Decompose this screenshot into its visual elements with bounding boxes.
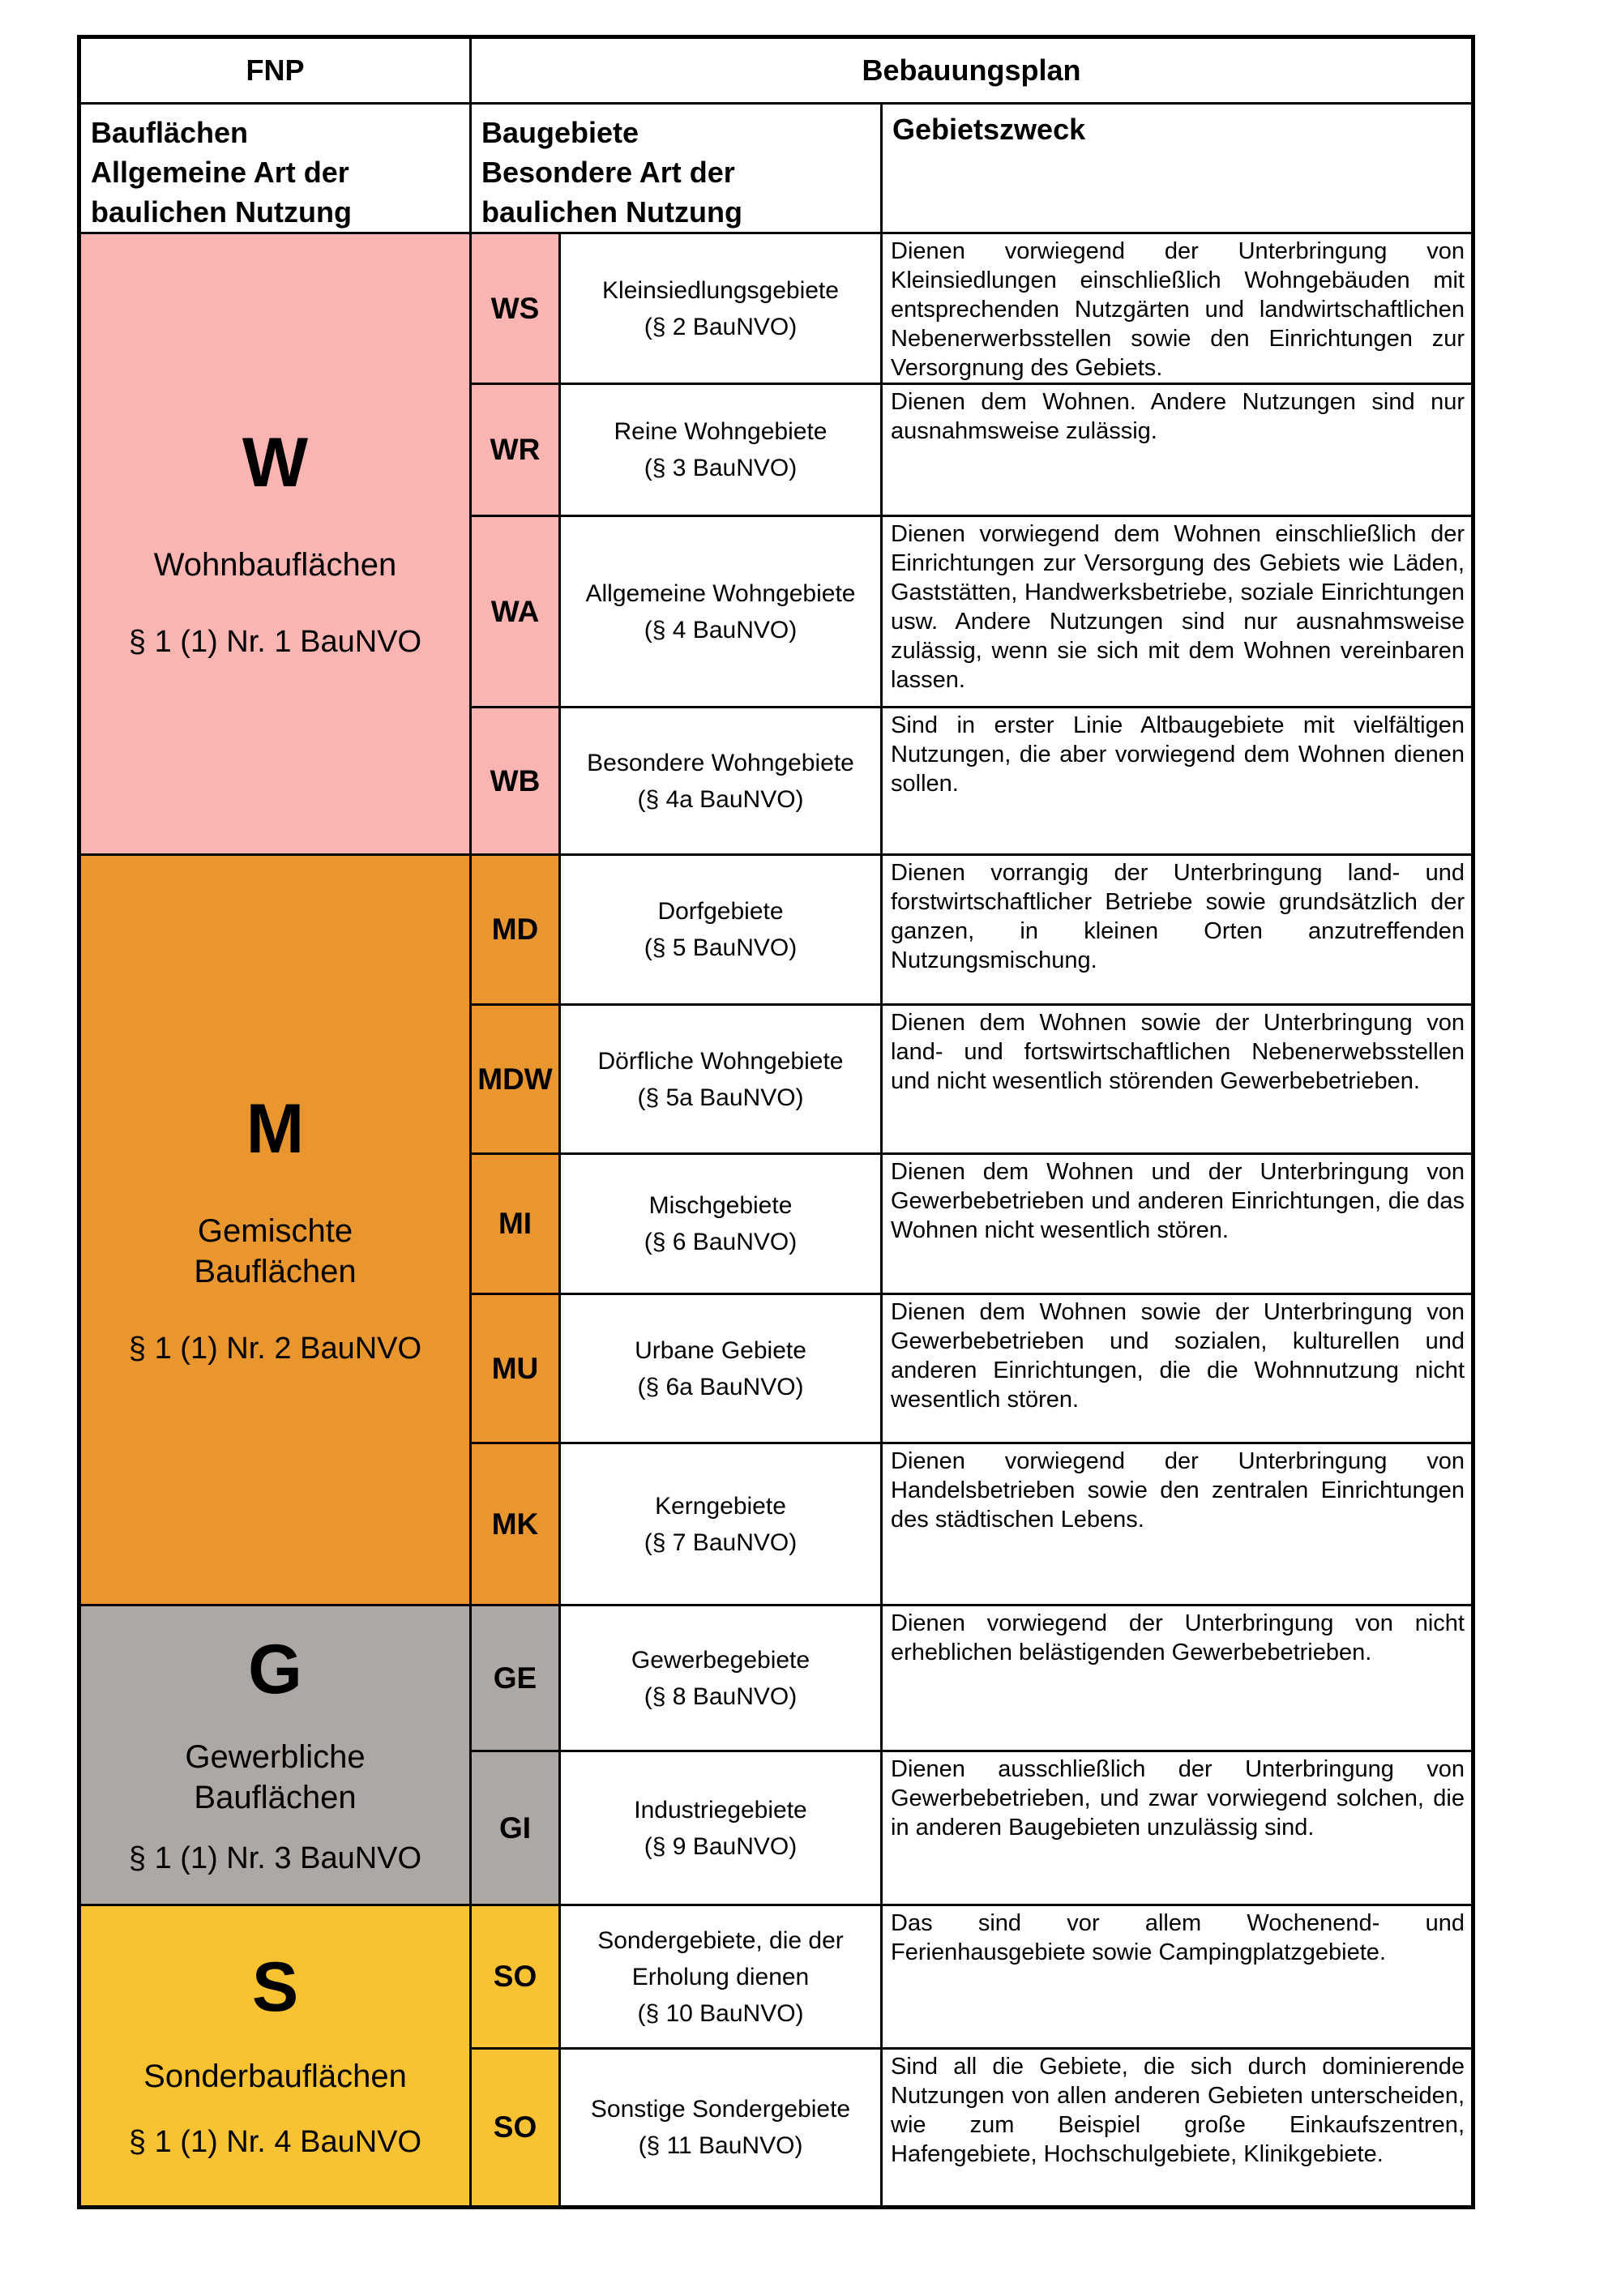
district-name-wr: Reine Wohngebiete: [614, 418, 828, 445]
purpose-cell-so2: Sind all die Gebiete, die sich durch dominierende Nutzungen von allen anderen Gebieten unterscheiden, wie zum Beispiel große Einkaufszentren, Hafengebiete, Hochschulgebiete, Klinikgebiete.: [882, 2049, 1473, 2208]
purpose-cell-mdw: Dienen dem Wohnen sowie der Unterbringung von land- und fortswirtschaftlichen Nebenerwebsstellen und nicht wesentlich störenden Gewerbebetrieben.: [882, 1005, 1473, 1154]
row-ge: [79, 1605, 1473, 1751]
district-ref-wb: (§ 4a BauNVO): [637, 785, 804, 813]
header-bauflaechen: [79, 104, 471, 233]
header-fnp: FNP: [79, 37, 471, 104]
purpose-cell-wb: Sind in erster Linie Altbaugebiete mit vielfältigen Nutzungen, die aber vorwiegend dem Wohnen dienen sollen.: [882, 708, 1473, 855]
header-baugebiete-line1: Baugebiete: [481, 116, 639, 149]
header-bauflaechen-line3: baulichen Nutzung: [91, 195, 352, 229]
group-name-m: [81, 1211, 469, 1292]
group-name-m-line2: Bauflächen: [194, 1253, 357, 1289]
district-name-ws: Kleinsiedlungsgebiete: [602, 276, 839, 304]
group-cell-m: [79, 855, 471, 1605]
district-name-wa: Allgemeine Wohngebiete: [585, 579, 856, 607]
district-ref-mu: (§ 6a BauNVO): [637, 1373, 804, 1400]
code-cell-ws: WS: [471, 233, 560, 384]
group-letter-w: W: [242, 424, 309, 502]
header-row-2: [79, 104, 1473, 233]
district-name-mdw: Dörfliche Wohngebiete: [597, 1047, 844, 1075]
code-cell-mdw: MDW: [471, 1005, 560, 1154]
code-cell-wb: WB: [471, 708, 560, 855]
district-cell-mk: [560, 1443, 882, 1605]
group-letter-s: S: [251, 1948, 299, 2026]
group-name-s: Sonderbauflächen: [143, 2058, 407, 2094]
purpose-cell-mi: Dienen dem Wohnen und der Unterbringung von Gewerbebetrieben und anderen Einrichtungen, die das Wohnen nicht wesentlich stören.: [882, 1154, 1473, 1294]
row-ws: [79, 233, 1473, 384]
row-so1: [79, 1905, 1473, 2049]
district-cell-ws: [560, 233, 882, 384]
group-letter-m: M: [246, 1089, 305, 1168]
header-bauflaechen-line1: Bauflächen: [91, 116, 249, 149]
district-cell-mu: [560, 1294, 882, 1443]
district-ref-md: (§ 5 BauNVO): [644, 934, 798, 961]
code-cell-wr: WR: [471, 384, 560, 516]
group-name-g-line1: Gewerbliche: [185, 1738, 366, 1775]
purpose-cell-mu: Dienen dem Wohnen sowie der Unterbringung von Gewerbebetrieben und sozialen, kulturellen und anderen Einrichtungen, die die Wohnnutzung nicht wesentlich stören.: [882, 1294, 1473, 1443]
group-cell-g: [79, 1605, 471, 1905]
code-cell-so2: SO: [471, 2049, 560, 2208]
purpose-cell-gi: Dienen ausschließlich der Unterbringung von Gewerbebetrieben, und zwar vorwiegend solchen, die in anderen Baugebieten unzulässig sind.: [882, 1751, 1473, 1905]
purpose-cell-so1: Das sind vor allem Wochenend- und Ferienhausgebiete sowie Campingplatzgebiete.: [882, 1905, 1473, 2049]
group-law-s: § 1 (1) Nr. 4 BauNVO: [128, 2124, 422, 2159]
district-ref-mi: (§ 6 BauNVO): [644, 1229, 798, 1255]
district-ref-ge: (§ 8 BauNVO): [644, 1682, 798, 1710]
group-law-w: § 1 (1) Nr. 1 BauNVO: [128, 625, 422, 659]
code-cell-ge: GE: [471, 1605, 560, 1751]
header-row-1: [79, 37, 1473, 104]
district-cell-wr: [560, 384, 882, 516]
group-name-g: [81, 1737, 469, 1818]
code-cell-mi: MI: [471, 1154, 560, 1294]
purpose-cell-wa: Dienen vorwiegend dem Wohnen einschließlich der Einrichtungen zur Versorgung des Gebiets wie Läden, Gaststätten, Handwerksbetriebe, soziale Einrichtungen usw. Andere Nutzungen sind nur ausnahmsweise zulässig, wenn sie sich mit dem Wohnen vereinbaren lassen.: [882, 516, 1473, 708]
district-ref-mk: (§ 7 BauNVO): [644, 1529, 798, 1556]
header-baugebiete-line3: baulichen Nutzung: [481, 195, 742, 229]
district-ref-so1: (§ 10 BauNVO): [637, 1999, 804, 2027]
district-name-so2: Sonstige Sondergebiete: [590, 2096, 851, 2123]
group-name-m-line1: Gemischte: [197, 1212, 353, 1249]
header-baugebiete: [471, 104, 882, 233]
code-cell-md: MD: [471, 855, 560, 1005]
code-cell-mk: MK: [471, 1443, 560, 1605]
district-name-ge: Gewerbegebiete: [631, 1646, 810, 1674]
district-name-so1: Sondergebiete, die der Erholung dienen: [597, 1926, 844, 1990]
purpose-cell-wr: Dienen dem Wohnen. Andere Nutzungen sind nur ausnahmsweise zulässig.: [882, 384, 1473, 516]
district-name-mu: Urbane Gebiete: [635, 1336, 806, 1364]
district-cell-mdw: [560, 1005, 882, 1154]
purpose-cell-md: Dienen vorrangig der Unterbringung land- und forstwirtschaftlicher Betriebe sowie grundsätzlich der ganzen, in kleinen Orten anzutreffenden Nutzungsmischung.: [882, 855, 1473, 1005]
code-cell-wa: WA: [471, 516, 560, 708]
district-cell-so1: [560, 1905, 882, 2049]
district-cell-so2: [560, 2049, 882, 2208]
district-name-gi: Industriegebiete: [634, 1796, 807, 1824]
row-md: [79, 855, 1473, 1005]
group-law-m: § 1 (1) Nr. 2 BauNVO: [128, 1331, 422, 1366]
purpose-cell-ge: Dienen vorwiegend der Unterbringung von nicht erheblichen belästigenden Gewerbebetrieben.: [882, 1605, 1473, 1751]
land-use-table: [77, 35, 1475, 2209]
header-bebauungsplan: Bebauungsplan: [471, 37, 1473, 104]
header-bauflaechen-line2: Allgemeine Art der: [91, 156, 349, 189]
district-ref-mdw: (§ 5a BauNVO): [637, 1084, 804, 1111]
district-name-wb: Besondere Wohngebiete: [587, 749, 854, 776]
district-ref-gi: (§ 9 BauNVO): [644, 1832, 798, 1860]
district-cell-gi: [560, 1751, 882, 1905]
group-name-w: Wohnbauflächen: [153, 547, 397, 583]
district-ref-so2: (§ 11 BauNVO): [638, 2132, 803, 2159]
district-name-mk: Kerngebiete: [655, 1492, 786, 1520]
district-cell-wa: [560, 516, 882, 708]
header-gebietszweck: Gebietszweck: [882, 104, 1473, 233]
group-name-g-line2: Bauflächen: [194, 1779, 357, 1815]
code-cell-mu: MU: [471, 1294, 560, 1443]
code-cell-gi: GI: [471, 1751, 560, 1905]
group-cell-s: [79, 1905, 471, 2208]
group-law-g: § 1 (1) Nr. 3 BauNVO: [128, 1841, 422, 1875]
code-cell-so1: SO: [471, 1905, 560, 2049]
district-cell-md: [560, 855, 882, 1005]
district-ref-wa: (§ 4 BauNVO): [644, 616, 798, 643]
district-cell-wb: [560, 708, 882, 855]
purpose-cell-mk: Dienen vorwiegend der Unterbringung von Handelsbetrieben sowie den zentralen Einrichtungen des städtischen Lebens.: [882, 1443, 1473, 1605]
group-cell-w: [79, 233, 471, 855]
header-baugebiete-line2: Besondere Art der: [481, 156, 735, 189]
district-name-md: Dorfgebiete: [657, 898, 784, 925]
district-name-mi: Mischgebiete: [648, 1192, 793, 1219]
group-letter-g: G: [248, 1630, 302, 1708]
district-cell-ge: [560, 1605, 882, 1751]
district-cell-mi: [560, 1154, 882, 1294]
district-ref-wr: (§ 3 BauNVO): [644, 455, 798, 481]
district-ref-ws: (§ 2 BauNVO): [644, 313, 798, 340]
purpose-cell-ws: Dienen vorwiegend der Unterbringung von Kleinsiedlungen einschließlich Wohngebäuden mit entsprechenden Nutzgärten und landwirtschaftlichen Nebenerwerbsstellen sowie den Einrichtungen zur Versorgnung des Gebiets.: [882, 233, 1473, 384]
